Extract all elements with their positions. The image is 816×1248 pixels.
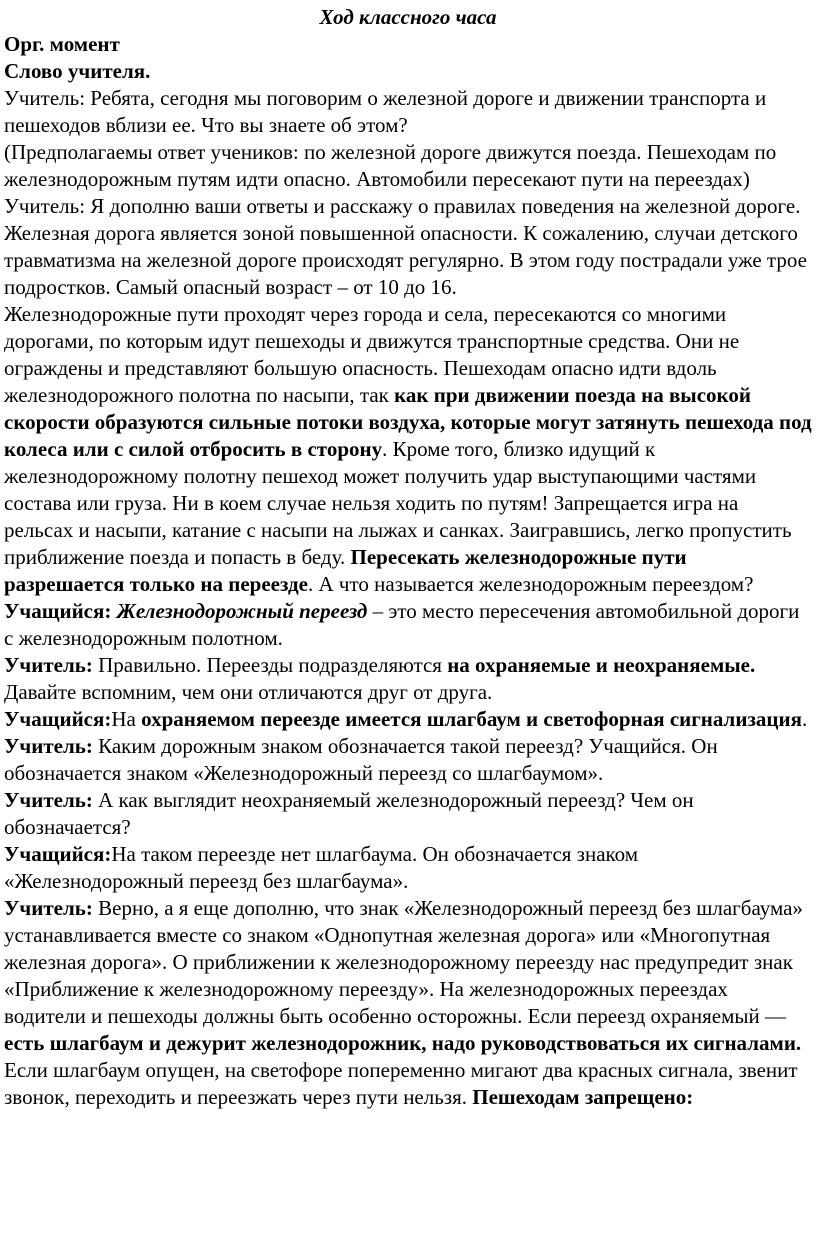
text-run: Каким дорожным знаком обозначается такой переезд? Учащийся. Он обозначается знаком «Железнодорожный переезд со шлагбаумом». xyxy=(4,734,718,785)
term-italic: Железнодорожный переезд xyxy=(116,599,368,623)
speaker-label: Учитель: xyxy=(4,788,93,812)
speaker-label: Учащийся: xyxy=(4,842,112,866)
text-run: . А что называется железнодорожным переездом? xyxy=(308,572,754,596)
subsection-heading-text: Слово учителя. xyxy=(4,59,151,83)
speaker-label: Учитель: xyxy=(4,653,93,677)
term-text xyxy=(117,599,368,623)
paragraph-teacher-sign-question xyxy=(4,733,812,787)
text-run: А как выглядит неохраняемый железнодорожный переезд? Чем он обозначается? xyxy=(4,788,694,839)
paragraph-student-crossing-definition xyxy=(4,598,812,652)
bold-text-run: на охраняемые и неохраняемые. xyxy=(447,653,756,677)
speaker-label: Учащийся: xyxy=(4,707,112,731)
bold-text-run: Пересекать железнодорожные пути разрешается только на переезде xyxy=(4,545,687,596)
speaker-label: Учитель: xyxy=(4,734,93,758)
speaker-label: Учитель: xyxy=(4,896,93,920)
paragraph-student-guarded xyxy=(4,706,812,733)
section-heading-text: Орг. момент xyxy=(4,32,120,56)
paragraph-teacher-signs xyxy=(4,895,812,1111)
paragraph-teacher-intro: Учитель: Ребята, сегодня мы поговорим о железной дороге и движении транспорта и пешеходов вблизи ее. Что вы знаете об этом? xyxy=(4,86,767,137)
paragraph-railway-tracks xyxy=(4,301,812,598)
text-run: Верно, а я еще дополню, что знак «Железнодорожный переезд без шлагбаума» устанавливается вместе со знаком «Однопутная железная дорога» или «Многопутная железная дорога». О приближении к железнодорожному переезду нас предупредит знак «Приближение к железнодорожному переезду». На железнодорожных переездах водители и пешеходы должны быть особенно осторожны. Если переезд охраняемый — xyxy=(4,896,803,1028)
text-run: . Кроме того, близко идущий к железнодорожному полотну пешеход может получить удар выступающими частями состава или груза. Ни в коем случае нельзя ходить по путям! Запрещается игра на рельсах и насыпи, катание с насыпи на лыжах и санках. Заигравшись, легко пропустить приближение поезда и попасть в беду. xyxy=(4,437,792,569)
paragraph-teacher-unguarded-question xyxy=(4,787,812,841)
bold-text-run: есть шлагбаум и дежурит железнодорожник, надо руководствоваться их сигналами. xyxy=(4,1031,802,1055)
speaker-label: Учащийся: xyxy=(4,599,117,623)
text-run: Правильно. Переезды подразделяются xyxy=(92,653,448,677)
bold-text-run: Пешеходам запрещено: xyxy=(472,1085,694,1109)
text-run: Если шлагбаум опущен, на светофоре попеременно мигают два красных сигнала, звенит звонок, переходить и переезжать через пути нельзя. xyxy=(4,1058,798,1109)
text-run: На таком переезде нет шлагбаума. Он обозначается знаком «Железнодорожный переезд без шлагбаума». xyxy=(4,842,639,893)
text-run: На xyxy=(111,707,142,731)
section-heading xyxy=(4,31,812,58)
text-run: Железнодорожные пути проходят через города и села, пересекаются со многими дорогами, по которым идут пешеходы и движутся транспортные средства. Они не ограждены и представляют большую опасность. Пешеходам опасно идти вдоль железнодорожного полотна по насыпи, так xyxy=(4,302,740,407)
text-run: . xyxy=(801,707,808,731)
paragraph-expected-answer: (Предполагаемы ответ учеников: по железной дороге движутся поезда. Пешеходам по железнодорожным путям идти опасно. Автомобили пересекают пути на переездах) xyxy=(4,140,777,191)
subsection-heading xyxy=(4,58,812,85)
text-run: – это место пересечения автомобильной дороги с железнодорожным полотном. xyxy=(4,599,800,650)
paragraph-teacher-crossing-types xyxy=(4,652,812,706)
paragraph-student-unguarded xyxy=(4,841,812,895)
bold-text-run: охраняемом переезде имеется шлагбаум и светофорная сигнализация xyxy=(141,707,802,731)
text-run: Давайте вспомним, чем они отличаются друг от друга. xyxy=(4,680,493,704)
bold-text-run: как при движении поезда на высокой скорости образуются сильные потоки воздуха, которые могут затянуть пешехода под колеса или с силой отбросить в сторону xyxy=(4,383,812,461)
paragraph-teacher-danger: Учитель: Я дополню ваши ответы и расскажу о правилах поведения на железной дороге. Железная дорога является зоной повышенной опасности. К сожалению, случаи детского травматизма на железной дороге происходят регулярно. В этом году пострадали уже трое подростков. Самый опасный возраст – от 10 до 16. xyxy=(4,194,807,299)
document-title: Ход классного часа xyxy=(319,5,497,29)
